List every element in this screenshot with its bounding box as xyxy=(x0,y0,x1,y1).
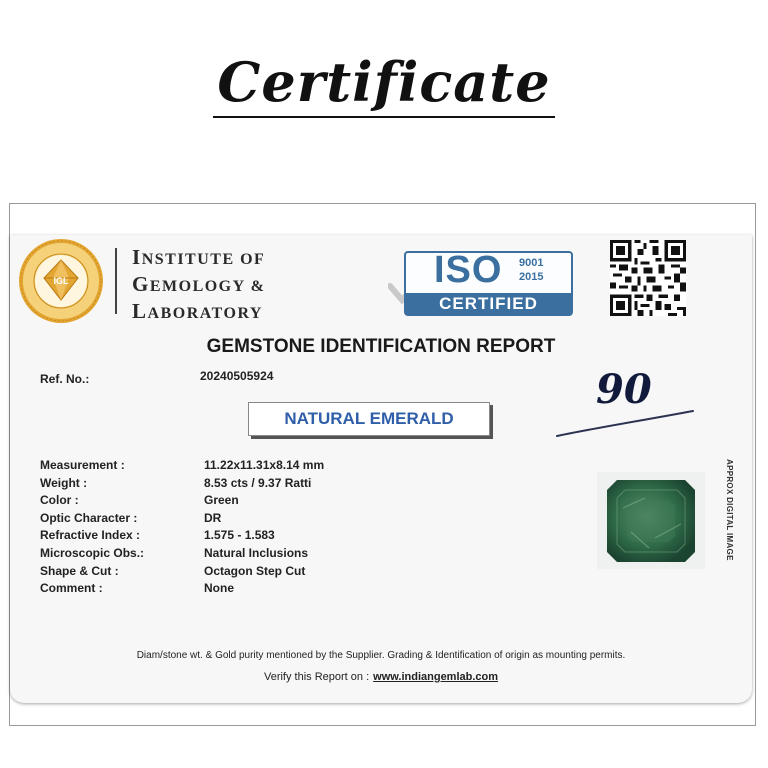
org-divider xyxy=(115,248,117,314)
verify-url-link[interactable]: www.indiangemlab.com xyxy=(373,671,499,683)
page-title xyxy=(0,50,768,114)
handwritten-number: 90 xyxy=(596,366,652,413)
spec-label: Shape & Cut : xyxy=(40,563,119,578)
iso-certified: CERTIFIED xyxy=(406,293,571,314)
spec-value: DR xyxy=(204,510,222,525)
iso-number-bottom: 2015 xyxy=(519,271,544,283)
seal-text: IGL xyxy=(53,276,69,286)
gem-name: NATURAL EMERALD xyxy=(284,409,454,428)
approx-image-label xyxy=(722,459,736,589)
org-name xyxy=(132,245,265,326)
ref-value: 20240505924 xyxy=(200,369,274,383)
spec-value: 1.575 - 1.583 xyxy=(204,528,275,543)
spec-label: Optic Character : xyxy=(40,510,138,525)
iso-word: ISO xyxy=(434,249,503,291)
org-line-3: LABORATORY xyxy=(132,299,263,323)
spec-label: Comment : xyxy=(40,581,103,596)
iso-number-top: 9001 xyxy=(519,257,544,269)
page-title-text: Certificate xyxy=(213,50,554,118)
disclaimer: Diam/stone wt. & Gold purity mentioned by the Supplier. Grading & Identification of origin as mounting permits. xyxy=(136,650,626,661)
spec-label: Color : xyxy=(40,493,79,508)
spec-value: 8.53 cts / 9.37 Ratti xyxy=(204,475,312,490)
spec-label: Weight : xyxy=(40,475,88,490)
org-line-2: GEMOLOGY & xyxy=(132,272,266,296)
spec-label: Refractive Index : xyxy=(40,528,141,543)
lab-seal-icon xyxy=(18,238,104,324)
org-line-1: INSTITUTE OF xyxy=(132,245,266,269)
spec-value: None xyxy=(204,581,234,596)
spec-value: Octagon Step Cut xyxy=(204,563,306,578)
gem-name-box xyxy=(248,402,490,436)
spec-label: Microscopic Obs.: xyxy=(40,545,145,560)
ref-label: Ref. No.: xyxy=(40,372,90,386)
verify-line xyxy=(10,671,752,683)
approx-image-text: APPROX DIGITAL IMAGE xyxy=(725,459,734,561)
verify-text: Verify this Report on : xyxy=(263,671,370,683)
spec-value: Natural Inclusions xyxy=(204,545,309,560)
spec-value: 11.22x11.31x8.14 mm xyxy=(204,458,325,472)
pen-stroke xyxy=(555,408,697,440)
iso-numbers xyxy=(519,256,543,284)
qr-code-icon xyxy=(610,240,686,316)
report-title: GEMSTONE IDENTIFICATION REPORT xyxy=(206,336,556,357)
spec-value: Green xyxy=(204,493,239,508)
spec-label: Measurement : xyxy=(40,458,125,472)
iso-badge xyxy=(404,251,573,316)
emerald-gem-image xyxy=(605,478,697,564)
